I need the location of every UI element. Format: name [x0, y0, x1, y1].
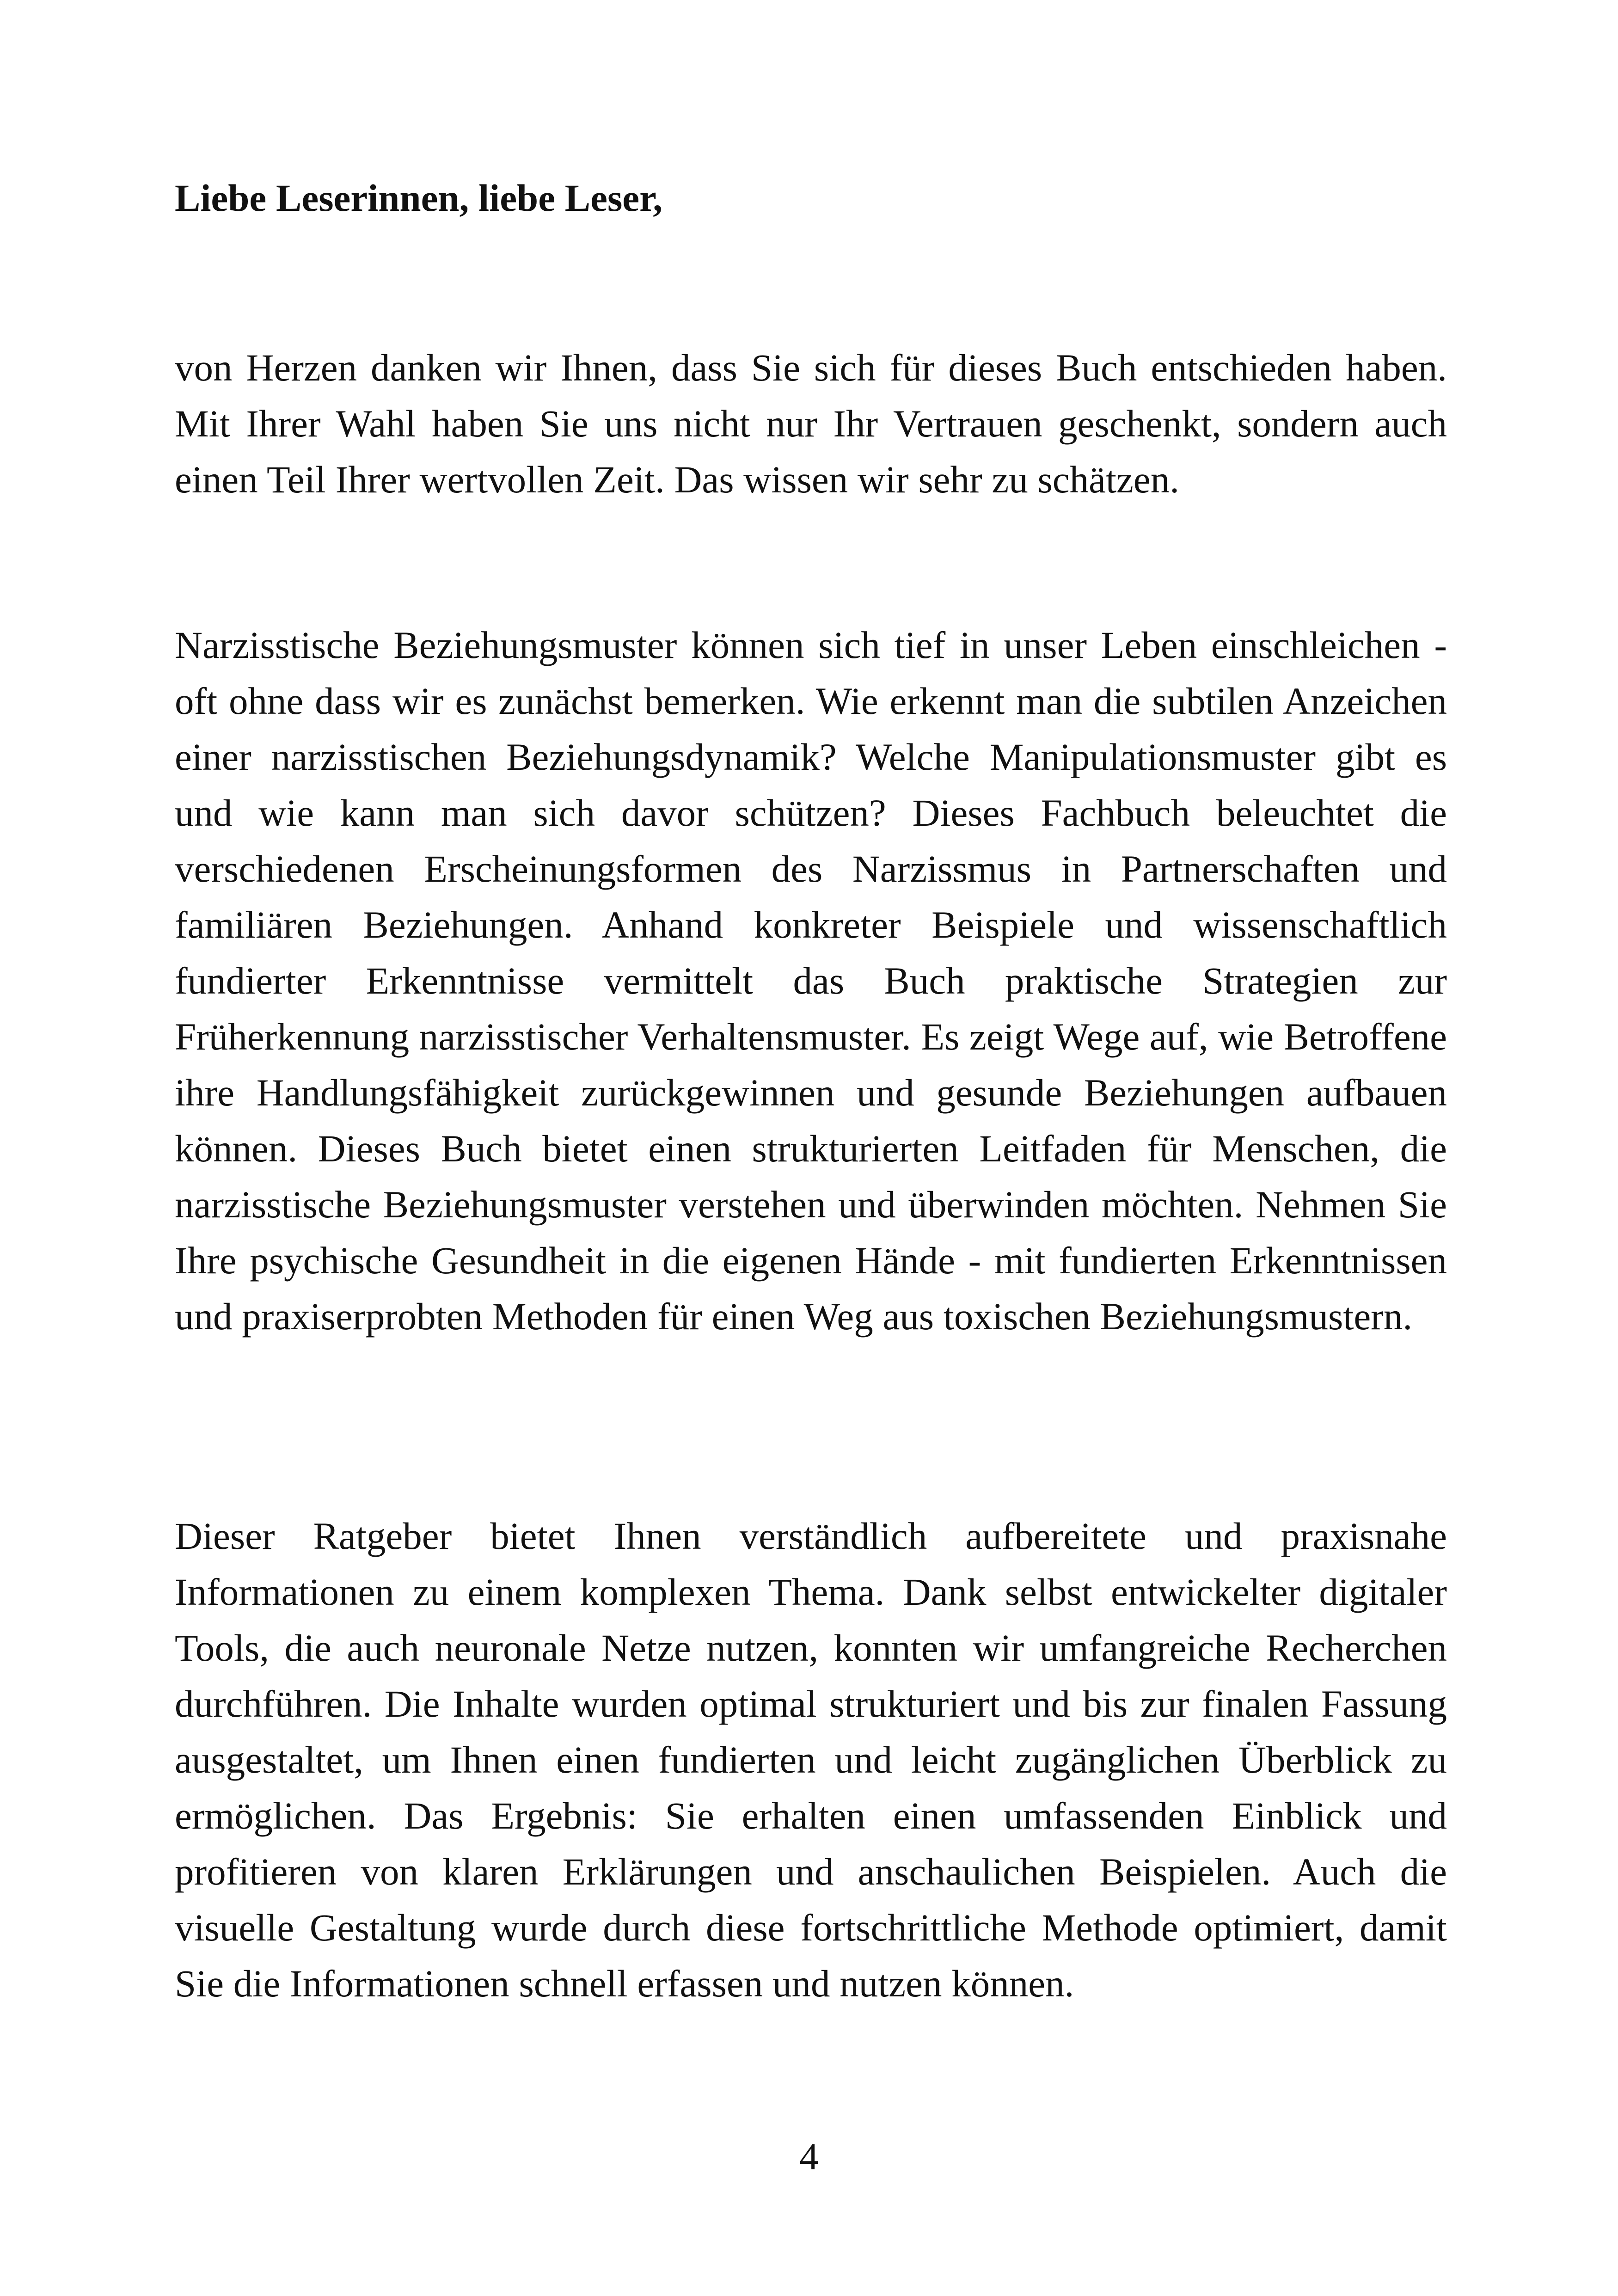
salutation-heading: Liebe Leserinnen, liebe Leser, [175, 177, 663, 219]
paragraph-book-description: Narzisstische Beziehungsmuster können sich tief in unser Leben einschleichen - oft ohne dass wir es zunächst bemerken. Wie erkennt man die subtilen Anzeichen einer narzisstischen Beziehungsdynamik? Welche Manipulationsmuster gibt es und wie kann man sich davor schützen? Dieses Fachbuch beleuchtet die verschiedenen Erscheinungsformen des Narzissmus in Partnerschaften und familiären Beziehungen. Anhand konkreter Beispiele und wissenschaftlich fundierter Erkenntnisse vermittelt das Buch praktische Strategien zur Früherkennung narzisstischer Verhaltensmuster. Es zeigt Wege auf, wie Betroffene ihre Handlungsfähigkeit zurückgewinnen und gesunde Beziehungen aufbauen können. Dieses Buch bietet einen strukturierten Leitfaden für Menschen, die narzisstische Beziehungsmuster verstehen und überwinden möchten. Nehmen Sie Ihre psychische Gesundheit in die eigenen Hände - mit fundierten Erkenntnissen und praxiserprobten Methoden für einen Weg aus toxischen Beziehungsmustern. [175, 624, 1447, 1338]
paragraph-thanks: von Herzen danken wir Ihnen, dass Sie sich für dieses Buch entschieden haben. Mit Ihrer Wahl haben Sie uns nicht nur Ihr Vertrauen geschenkt, sondern auch einen Teil Ihrer wertvollen Zeit. Das wissen wir sehr zu schätzen. [175, 346, 1447, 501]
page-number: 4 [799, 2135, 819, 2178]
paragraph-guide-info: Dieser Ratgeber bietet Ihnen verständlich aufbereitete und praxisnahe Informationen zu einem komplexen Thema. Dank selbst entwickelter digitaler Tools, die auch neuronale Netze nutzen, konnten wir umfangreiche Recherchen durchführen. Die Inhalte wurden optimal strukturiert und bis zur finalen Fassung ausgestaltet, um Ihnen einen fundierten und leicht zugänglichen Überblick zu ermöglichen. Das Ergebnis: Sie erhalten einen umfassenden Einblick und profitieren von klaren Erklärungen und anschaulichen Beispielen. Auch die visuelle Gestaltung wurde durch diese fortschrittliche Methode optimiert, damit Sie die Informationen schnell erfassen und nutzen können. [175, 1515, 1447, 2005]
